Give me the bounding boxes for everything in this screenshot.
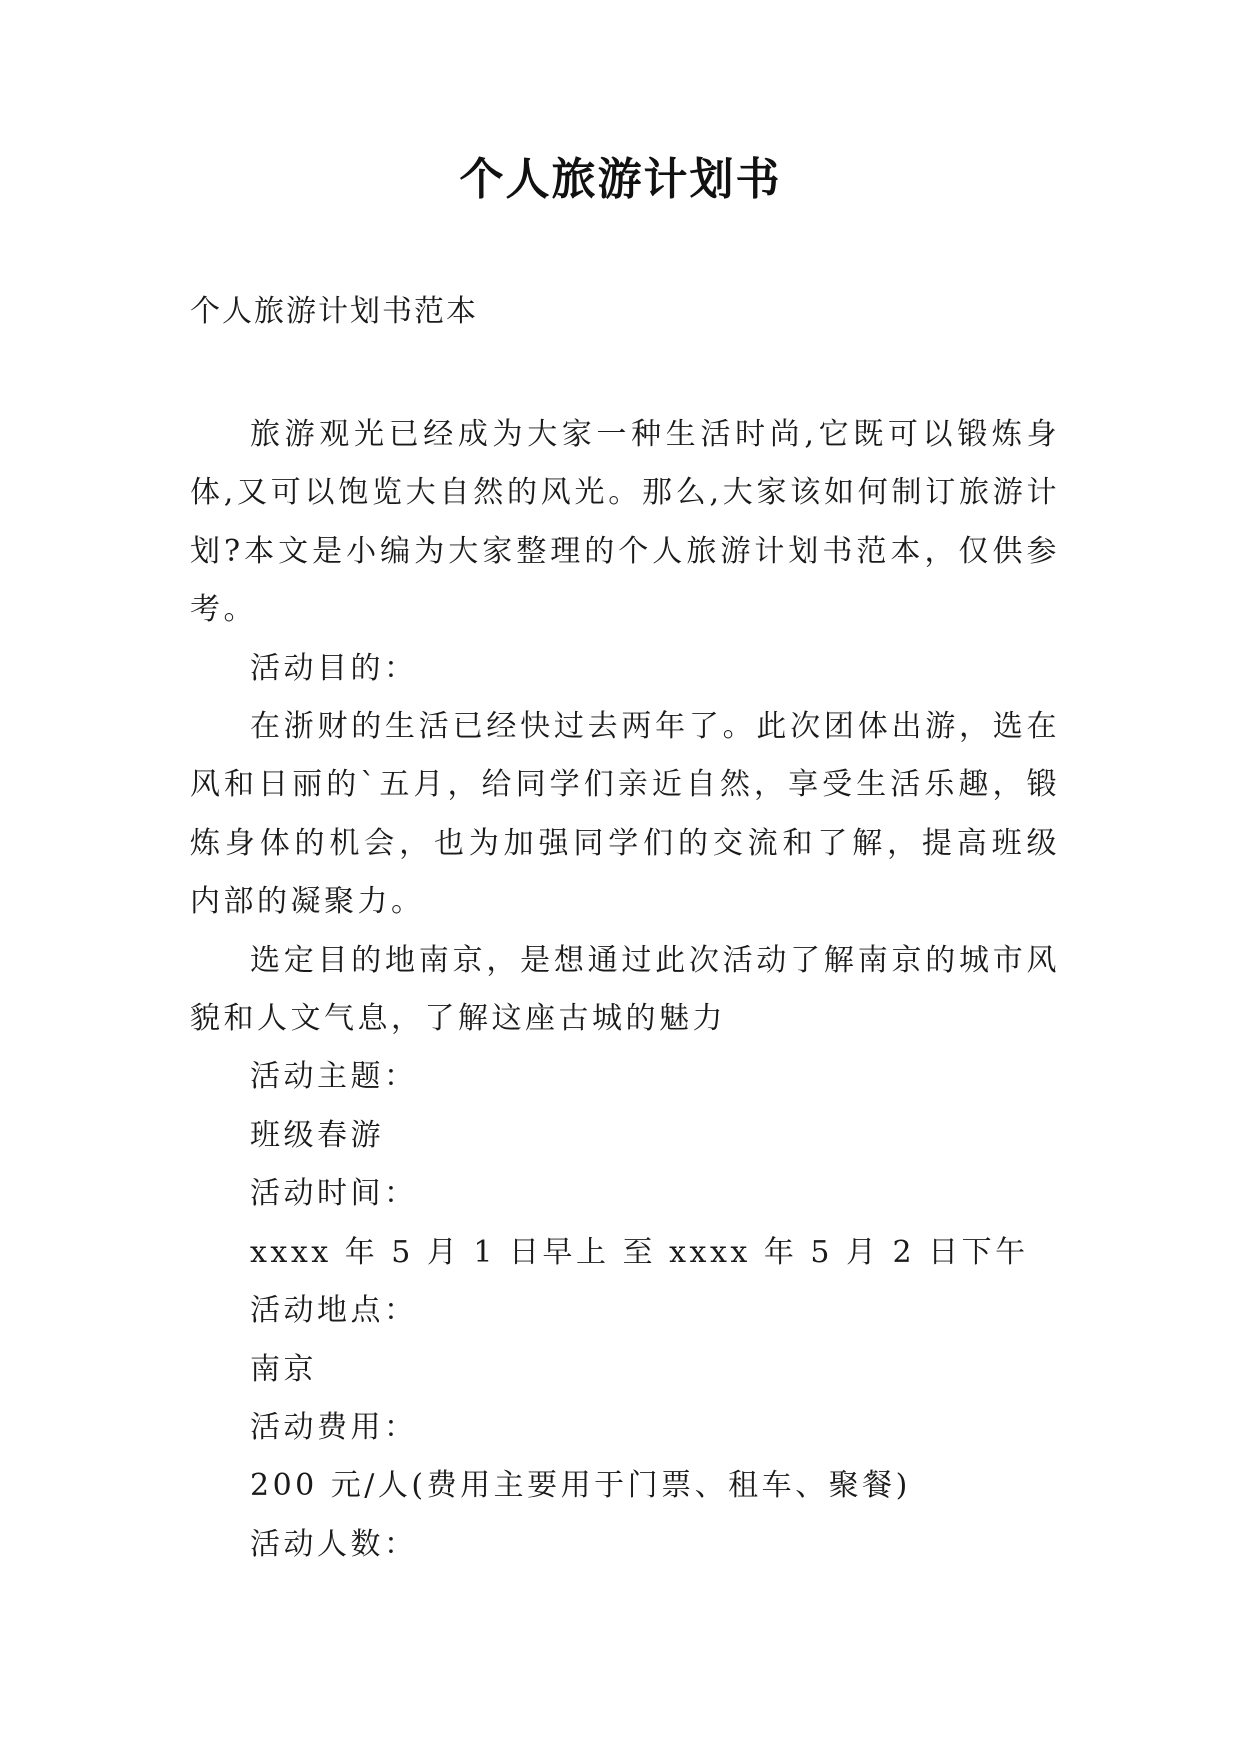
- section-heading-cost: 活动费用：: [250, 1409, 418, 1445]
- section-heading-theme: 活动主题：: [250, 1059, 418, 1095]
- purpose-paragraph: 在浙财的生活已经快过去两年了。此次团体出游，选在风和日丽的`五月，给同学们亲近自然，享受生活乐趣，锻炼身体的机会，也为加强同学们的交流和了解，提高班级内部的凝聚力。: [190, 709, 1060, 920]
- document-subtitle: 个人旅游计划书范本: [190, 294, 478, 329]
- location-value: 南京: [250, 1351, 317, 1387]
- time-value: xxxx 年 5 月 1 日早上 至 xxxx 年 5 月 2 日下午: [250, 1234, 1029, 1270]
- destination-paragraph: 选定目的地南京，是想通过此次活动了解南京的城市风貌和人文气息，了解这座古城的魅力: [190, 942, 1060, 1037]
- theme-value: 班级春游: [250, 1117, 384, 1153]
- section-heading-purpose: 活动目的：: [250, 650, 418, 686]
- section-heading-location: 活动地点：: [250, 1293, 418, 1329]
- document-body: [190, 406, 1060, 1574]
- cost-value: 200 元/人(费用主要用于门票、租车、聚餐): [250, 1468, 911, 1504]
- document-title: 个人旅游计划书: [459, 154, 782, 205]
- intro-paragraph: 旅游观光已经成为大家一种生活时尚,它既可以锻炼身体,又可以饱览大自然的风光。那么,大家该如何制订旅游计划?本文是小编为大家整理的个人旅游计划书范本，仅供参考。: [190, 417, 1060, 628]
- section-heading-time: 活动时间：: [250, 1176, 418, 1212]
- section-heading-participants: 活动人数：: [250, 1526, 418, 1562]
